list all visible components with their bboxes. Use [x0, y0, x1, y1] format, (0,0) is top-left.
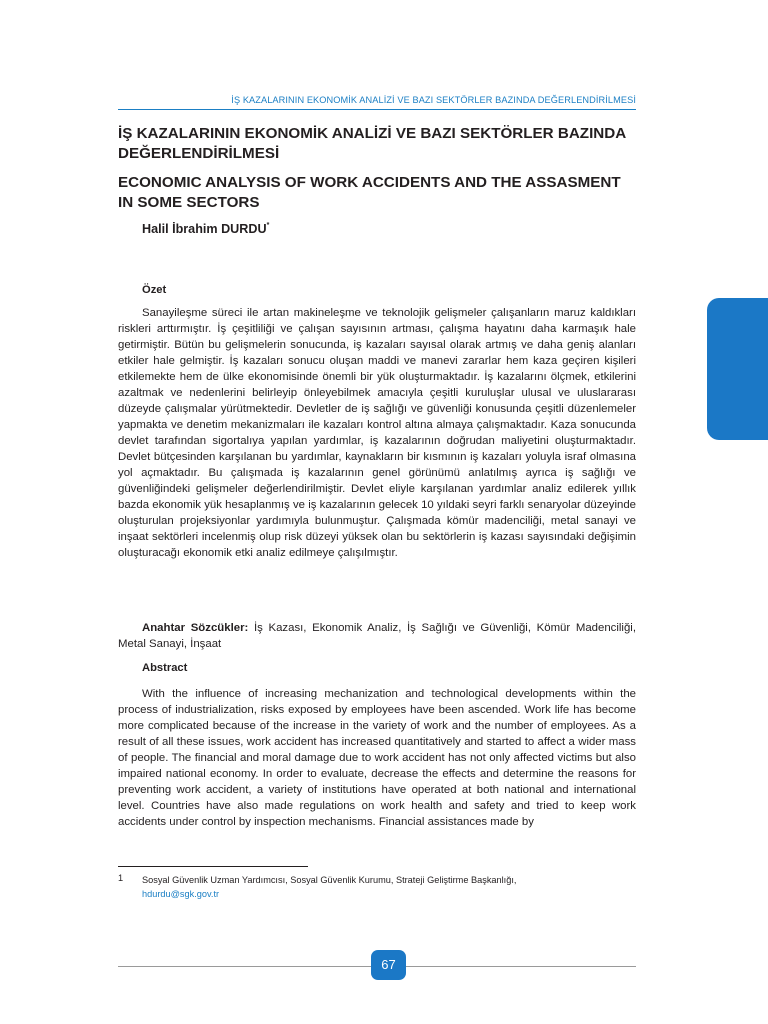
title-english: ECONOMIC ANALYSIS OF WORK ACCIDENTS AND THE ASSASMENT IN SOME SECTORS — [118, 174, 621, 211]
author — [142, 222, 269, 236]
title-turkish: İŞ KAZALARININ EKONOMİK ANALİZİ VE BAZI SEKTÖRLER BAZINDA DEĞERLENDİRİLMESİ — [118, 125, 626, 162]
author-footnote-mark: * — [266, 221, 270, 229]
footnote-rule — [118, 866, 308, 867]
keywords-label: Anahtar Sözcükler: — [142, 622, 249, 634]
header-rule — [118, 109, 636, 110]
page-number-badge: 67 — [371, 950, 406, 980]
running-head: İŞ KAZALARININ EKONOMİK ANALİZİ VE BAZI SEKTÖRLER BAZINDA DEĞERLENDİRİLMESİ — [231, 95, 636, 105]
footnote-text: Sosyal Güvenlik Uzman Yardımcısı, Sosyal Güvenlik Kurumu, Strateji Geliştirme Başkanlığı, — [142, 875, 517, 885]
ozet-paragraph: Sanayileşme süreci ile artan makineleşme ve teknolojik gelişmeler çalışanların maruz kaldıkları riskleri arttırmıştır. İş çeşitliliği ve çalışan sayısının artması, çalışma hayatını daha karmaşık hale getirmiştir. Bütün bu gelişmelerin sonucunda, iş kazaları sayısal olarak artmış ve daha geniş alanları etkiler hale gelmiştir. İş kazaları sonucu oluşan maddi ve manevi zararlar hem kaza geçiren kişileri etkilemekte hem de ülke ekonomisinde önemli bir yük oluşturmaktadır. İş kazalarını ölçmek, etkilerini azaltmak ve nedenlerini belirleyip önleyebilmek amacıyla çeşitli kuruluşlar ulusal ve uluslararası düzeyde çalışmalar yürütmektedir. Devletler de iş sağlığı ve güvenliği konusunda çeşitli düzenlemeler yapmakta ve denetim mekanizmaları ile kazaları kontrol altına almaya çalışmaktadır. Kaza sonucunda devlet tarafından sigortalıya yapılan yardımlar, iş kazalarının doğrudan maliyetini oluşturmaktadır. Devlet bütçesinden karşılanan bu yardımlar, kaynakların bir kısmının iş kazaları yoluyla israf olmasına yol açmaktadır. Bu çalışmada iş kazalarının genel görünümü anlatılmış ayrıca iş sağlığı ve güvenliğindeki gelişmeler değerlendirilmiştir. Devlet eliyle karşılanan yardımlar analiz edilerek yıllık bazda ekonomik yük hesaplanmış ve iş kazalarının gelecek 10 yıldaki seyri farklı senaryolar düzeyinde oluşturulan projeksiyonlar yardımıyla bulunmuştur. Çalışmada kömür madenciliği, metal sanayi ve inşaat sektörleri incelenmiş olup risk düzeyi yüksek olan bu sektörlerin iş kazası sayısındaki değişimin oluşturacağı ekonomik etki analiz edilmeye çalışılmıştır. — [118, 307, 636, 559]
footnote-email-link[interactable]: hdurdu@sgk.gov.tr — [142, 889, 220, 899]
footnote — [142, 873, 636, 901]
abstract-paragraph: With the influence of increasing mechanization and technological developments within the process of industrialization, risks exposed by employees have been ascended. Work life has become more complicated because of the increase in the variety of work and the number of employees. As a result of all these issues, work accident has increased quantitatively and started to affect a wider mass of people. The financial and moral damage due to work accident has not only affected victims but also impaired national economy. In order to evaluate, decrease the effects and determine the reasons for preventing work accident, a variety of institutions have operated at both national and international level. Countries have also made regulations on work health and safety and tried to keep work accidents under control by inspection mechanisms. Financial assistances made by — [118, 688, 636, 828]
ozet-heading: Özet — [142, 284, 167, 296]
author-name: Halil İbrahim DURDU — [142, 222, 267, 236]
keywords-paragraph — [118, 620, 636, 652]
side-tab — [707, 298, 768, 440]
footnote-number: 1 — [118, 873, 124, 883]
abstract-heading: Abstract — [142, 662, 188, 674]
keywords-text: İş Kazası, Ekonomik Analiz, İş Sağlığı ve Güvenliği, Kömür Madenciliği, Metal Sanayi, İnşaat — [118, 622, 636, 650]
